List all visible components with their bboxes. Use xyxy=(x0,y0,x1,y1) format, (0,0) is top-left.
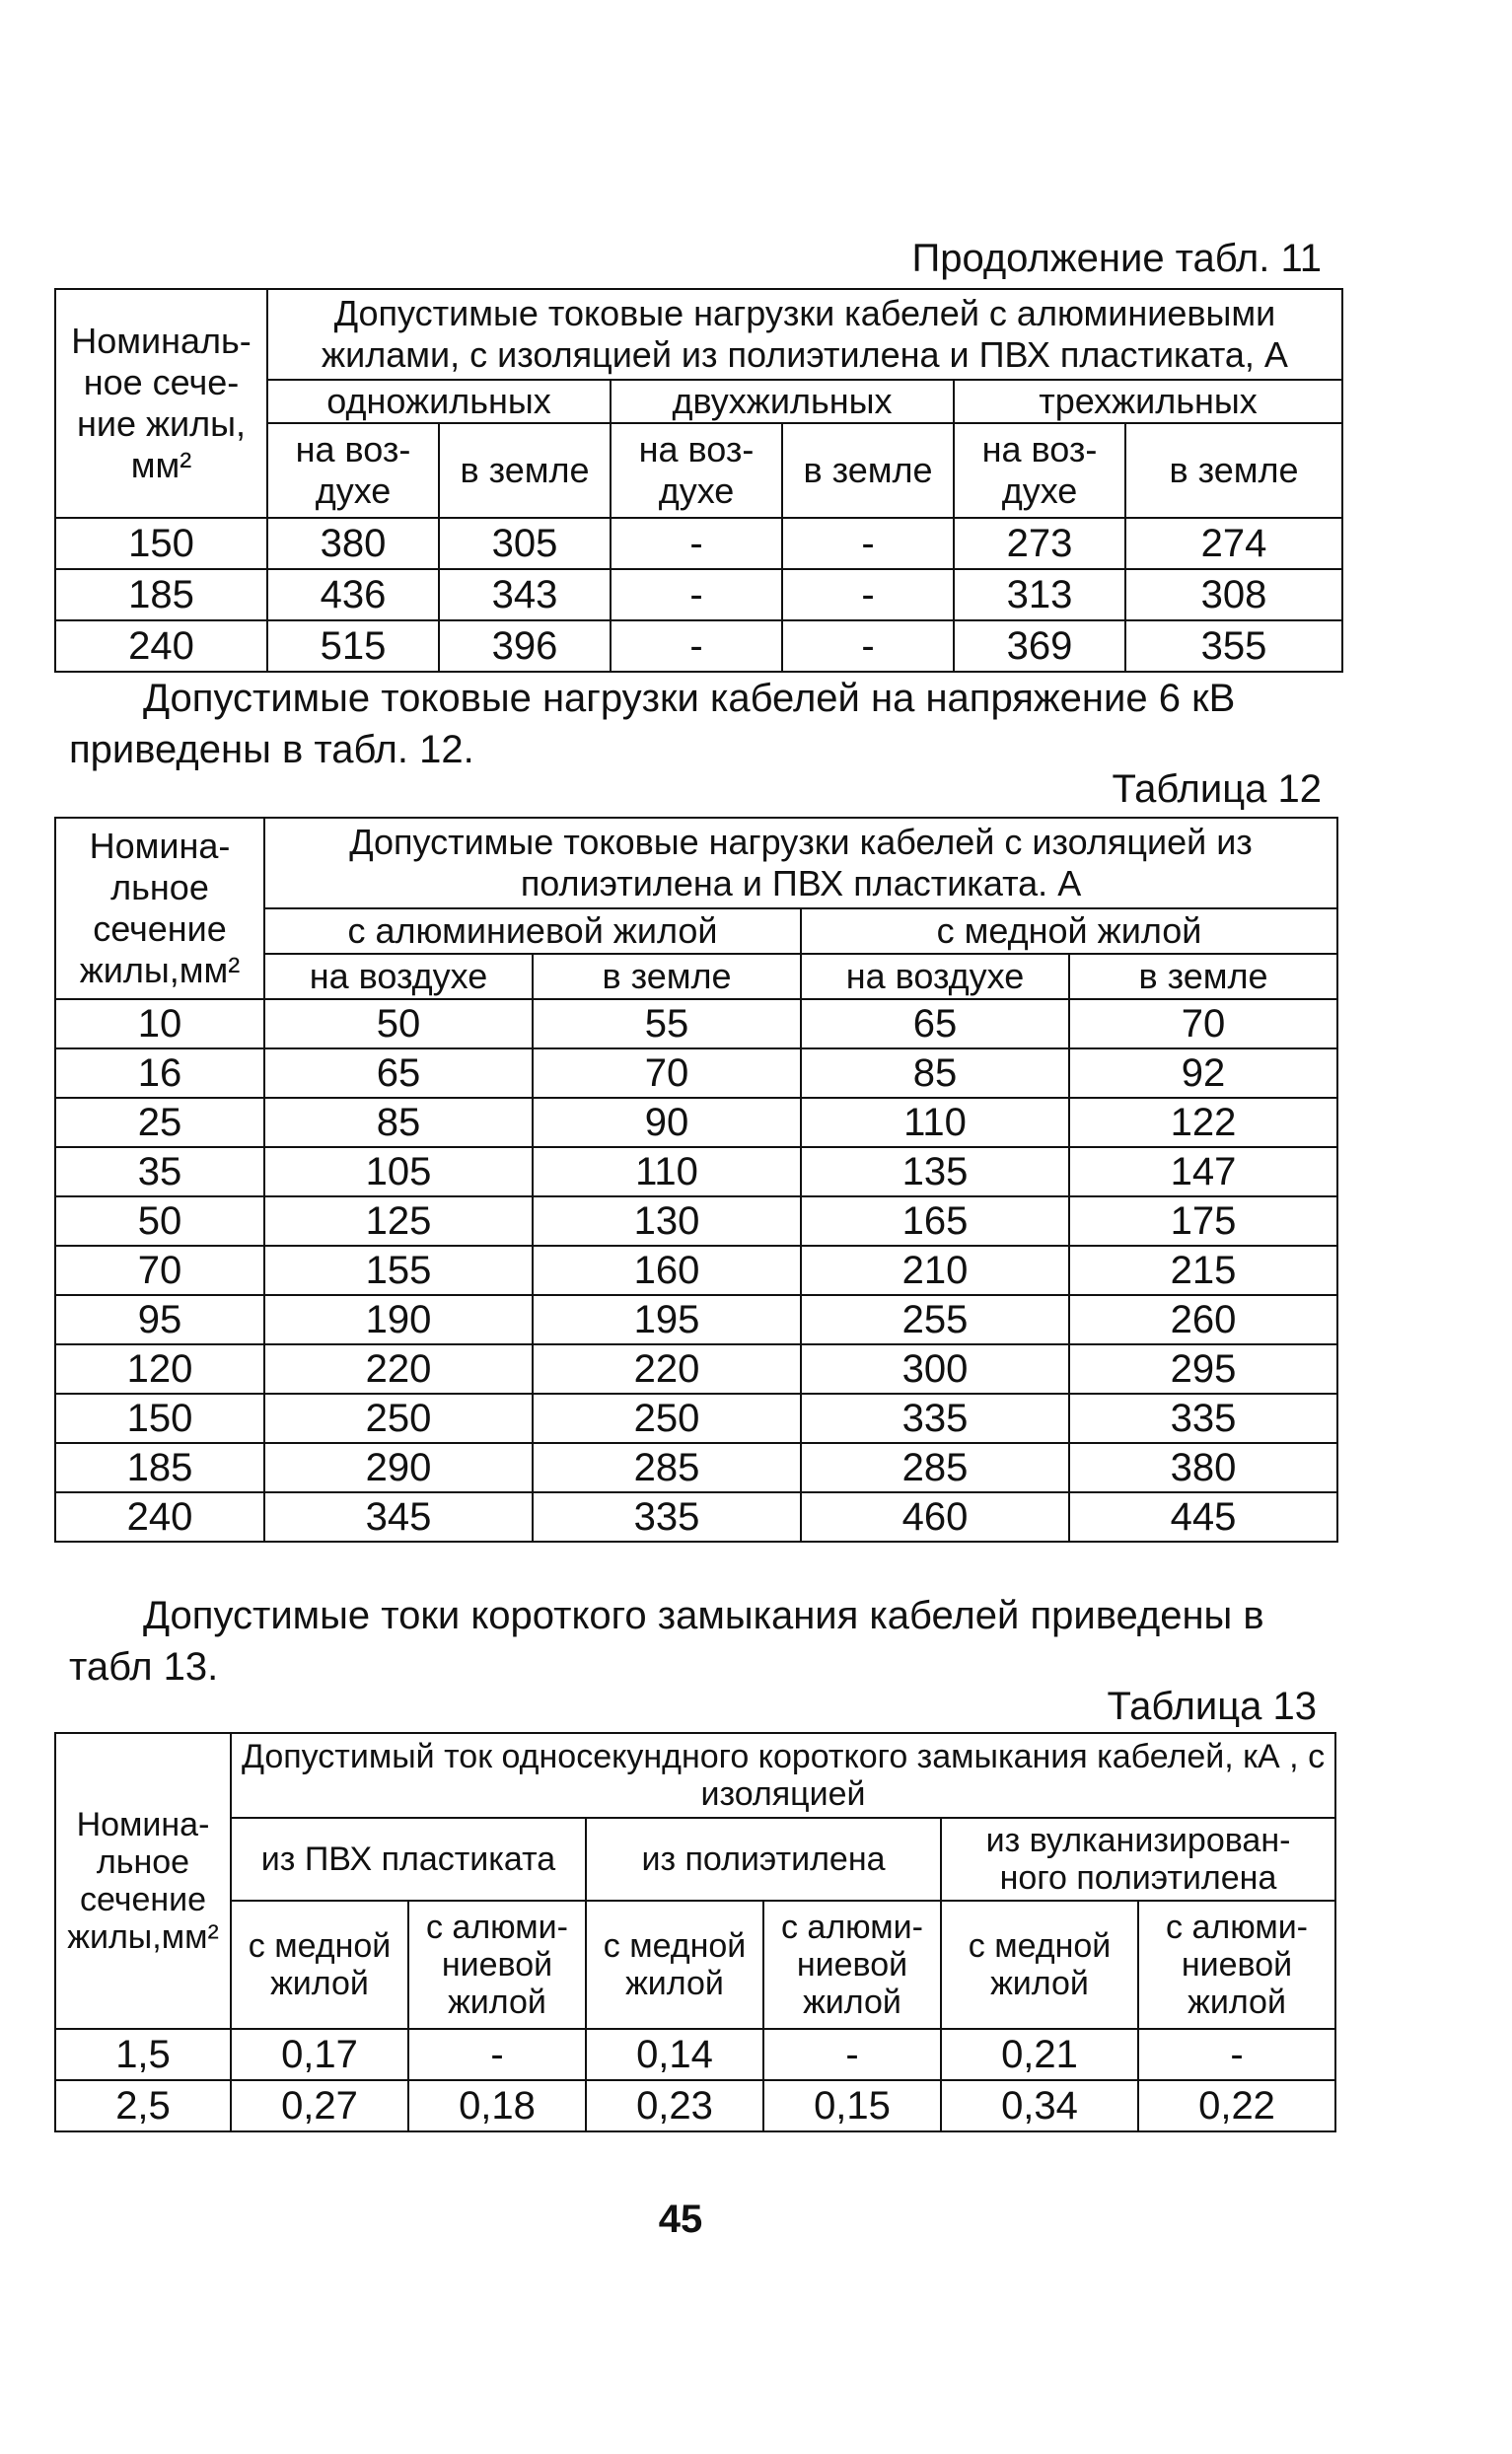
table-cell: - xyxy=(611,569,782,620)
table-row xyxy=(55,1196,1337,1246)
table-cell: 335 xyxy=(533,1492,801,1542)
table11-col-header: на воз- духе xyxy=(954,423,1125,518)
table-cell: 70 xyxy=(1069,999,1337,1048)
table13-row-header: Номина- льное сечение жилы,мм² xyxy=(55,1733,231,2029)
table-cell: 285 xyxy=(801,1443,1069,1492)
table12 xyxy=(54,817,1338,1543)
table-cell: - xyxy=(408,2029,586,2080)
table11-body xyxy=(55,518,1342,672)
table-cell: 110 xyxy=(801,1098,1069,1147)
table-cell: 260 xyxy=(1069,1295,1337,1344)
table-cell: 0,18 xyxy=(408,2080,586,2131)
table-cell: 130 xyxy=(533,1196,801,1246)
table-cell: 122 xyxy=(1069,1098,1337,1147)
page-number: 45 xyxy=(658,2198,703,2241)
table-cell: 0,14 xyxy=(586,2029,763,2080)
table-cell: 250 xyxy=(533,1394,801,1443)
table12-subgroup: с алюминиевой жилой xyxy=(264,908,801,954)
table-cell: 343 xyxy=(439,569,611,620)
table-cell: 460 xyxy=(801,1492,1069,1542)
table13-subgroup: из вулканизирован- ного полиэтилена xyxy=(941,1818,1335,1901)
table-cell: - xyxy=(782,518,954,569)
table13-body xyxy=(55,2029,1335,2131)
table-cell: 0,17 xyxy=(231,2029,408,2080)
table11 xyxy=(54,288,1343,673)
table-row xyxy=(55,1295,1337,1344)
table12-body xyxy=(55,999,1337,1542)
table12-col-header: на воздухе xyxy=(801,954,1069,999)
table11-subgroup: одножильных xyxy=(267,380,611,423)
table-cell: - xyxy=(611,518,782,569)
table-row xyxy=(55,1098,1337,1147)
table13-group-header: Допустимый ток односекундного короткого замыкания кабелей, кА , с изоляцией xyxy=(231,1733,1335,1818)
table-cell: 2,5 xyxy=(55,2080,231,2131)
table-cell: 0,34 xyxy=(941,2080,1138,2131)
table13-subgroup: из ПВХ пластиката xyxy=(231,1818,586,1901)
table12-group-header: Допустимые токовые нагрузки кабелей с изоляцией из полиэтилена и ПВХ пластиката. А xyxy=(264,818,1337,908)
table-cell: 65 xyxy=(264,1048,533,1098)
table-cell: 240 xyxy=(55,1492,264,1542)
table13-col-header: с алюми- ниевой жилой xyxy=(763,1901,941,2029)
table-cell: 16 xyxy=(55,1048,264,1098)
table-row xyxy=(55,1147,1337,1196)
table-cell: 355 xyxy=(1125,620,1342,672)
table-cell: 380 xyxy=(267,518,439,569)
table11-col-header: в земле xyxy=(782,423,954,518)
table-cell: 220 xyxy=(264,1344,533,1394)
table12-caption: Таблица 12 xyxy=(1112,767,1322,811)
table12-subgroup: с медной жилой xyxy=(801,908,1337,954)
table-cell: - xyxy=(763,2029,941,2080)
table-cell: 190 xyxy=(264,1295,533,1344)
table-row xyxy=(55,999,1337,1048)
table11-subgroup: трехжильных xyxy=(954,380,1342,423)
table11-group-header: Допустимые токовые нагрузки кабелей с алюминиевыми жилами, с изоляцией из полиэтилена и ПВХ пластиката, А xyxy=(267,289,1342,380)
table-cell: 185 xyxy=(55,1443,264,1492)
table-cell: 85 xyxy=(264,1098,533,1147)
table-cell: 290 xyxy=(264,1443,533,1492)
table-cell: 110 xyxy=(533,1147,801,1196)
table-cell: 105 xyxy=(264,1147,533,1196)
table-cell: 70 xyxy=(55,1246,264,1295)
table-cell: 210 xyxy=(801,1246,1069,1295)
table13-subgroup: из полиэтилена xyxy=(586,1818,941,1901)
table-cell: 305 xyxy=(439,518,611,569)
table-cell: - xyxy=(782,620,954,672)
table-cell: 70 xyxy=(533,1048,801,1098)
table-row xyxy=(55,569,1342,620)
table-cell: 300 xyxy=(801,1344,1069,1394)
table-cell: 295 xyxy=(1069,1344,1337,1394)
table-cell: 90 xyxy=(533,1098,801,1147)
table-cell: - xyxy=(782,569,954,620)
table-row xyxy=(55,1344,1337,1394)
table-cell: 436 xyxy=(267,569,439,620)
table12-col-header: в земле xyxy=(1069,954,1337,999)
table-cell: 515 xyxy=(267,620,439,672)
table13-col-header: с алюми- ниевой жилой xyxy=(1138,1901,1335,2029)
table-cell: 215 xyxy=(1069,1246,1337,1295)
table-cell: 250 xyxy=(264,1394,533,1443)
table-cell: 120 xyxy=(55,1344,264,1394)
table11-col-header: на воз- духе xyxy=(267,423,439,518)
table-cell: 95 xyxy=(55,1295,264,1344)
table-row xyxy=(55,1246,1337,1295)
table-cell: 92 xyxy=(1069,1048,1337,1098)
table-cell: 165 xyxy=(801,1196,1069,1246)
table-cell: 50 xyxy=(264,999,533,1048)
table-cell: 195 xyxy=(533,1295,801,1344)
table-cell: 335 xyxy=(801,1394,1069,1443)
table-row xyxy=(55,518,1342,569)
table-cell: 155 xyxy=(264,1246,533,1295)
table-cell: 0,27 xyxy=(231,2080,408,2131)
table-cell: 0,15 xyxy=(763,2080,941,2131)
table-cell: 255 xyxy=(801,1295,1069,1344)
table-row xyxy=(55,2080,1335,2131)
table-cell: 65 xyxy=(801,999,1069,1048)
table13 xyxy=(54,1732,1336,2132)
table11-caption: Продолжение табл. 11 xyxy=(911,237,1322,280)
table-cell: 220 xyxy=(533,1344,801,1394)
table13-caption: Таблица 13 xyxy=(1107,1685,1317,1728)
table-cell: 160 xyxy=(533,1246,801,1295)
table-row xyxy=(55,620,1342,672)
table-cell: 445 xyxy=(1069,1492,1337,1542)
table-cell: 25 xyxy=(55,1098,264,1147)
table-row xyxy=(55,1048,1337,1098)
table-cell: 147 xyxy=(1069,1147,1337,1196)
table11-col-header: на воз- духе xyxy=(611,423,782,518)
table11-row-header: Номиналь- ное сече- ние жилы, мм² xyxy=(55,289,267,518)
table-cell: 135 xyxy=(801,1147,1069,1196)
table-cell: 345 xyxy=(264,1492,533,1542)
table-row xyxy=(55,1443,1337,1492)
paragraph: Допустимые токовые нагрузки кабелей на напряжение 6 кВ приведены в табл. 12. xyxy=(69,677,1236,771)
table-cell: 274 xyxy=(1125,518,1342,569)
table-cell: 150 xyxy=(55,518,267,569)
table11-col-header: в земле xyxy=(439,423,611,518)
table13-col-header: с медной жилой xyxy=(941,1901,1138,2029)
table-cell: - xyxy=(611,620,782,672)
table13-col-header: с алюми- ниевой жилой xyxy=(408,1901,586,2029)
table-cell: 273 xyxy=(954,518,1125,569)
table-cell: 369 xyxy=(954,620,1125,672)
table-cell: 55 xyxy=(533,999,801,1048)
table-cell: 1,5 xyxy=(55,2029,231,2080)
table-cell: 335 xyxy=(1069,1394,1337,1443)
table-cell: 0,23 xyxy=(586,2080,763,2131)
table-row xyxy=(55,2029,1335,2080)
table-cell: 35 xyxy=(55,1147,264,1196)
table-cell: 313 xyxy=(954,569,1125,620)
table-cell: 0,22 xyxy=(1138,2080,1335,2131)
table-row xyxy=(55,1394,1337,1443)
table12-col-header: в земле xyxy=(533,954,801,999)
table-cell: 10 xyxy=(55,999,264,1048)
table13-col-header: с медной жилой xyxy=(586,1901,763,2029)
table-row xyxy=(55,1492,1337,1542)
table-cell: 0,21 xyxy=(941,2029,1138,2080)
table11-col-header: в земле xyxy=(1125,423,1342,518)
table11-subgroup: двухжильных xyxy=(611,380,954,423)
table12-row-header: Номина- льное сечение жилы,мм² xyxy=(55,818,264,999)
table-cell: 85 xyxy=(801,1048,1069,1098)
table-cell: 125 xyxy=(264,1196,533,1246)
table12-col-header: на воздухе xyxy=(264,954,533,999)
table-cell: 240 xyxy=(55,620,267,672)
table-cell: - xyxy=(1138,2029,1335,2080)
table-cell: 285 xyxy=(533,1443,801,1492)
table-cell: 308 xyxy=(1125,569,1342,620)
table-cell: 175 xyxy=(1069,1196,1337,1246)
table-cell: 50 xyxy=(55,1196,264,1246)
table-cell: 396 xyxy=(439,620,611,672)
table-cell: 185 xyxy=(55,569,267,620)
table-cell: 380 xyxy=(1069,1443,1337,1492)
table-cell: 150 xyxy=(55,1394,264,1443)
paragraph: Допустимые токи короткого замыкания кабелей приведены в табл 13. xyxy=(69,1594,1264,1689)
table13-col-header: с медной жилой xyxy=(231,1901,408,2029)
